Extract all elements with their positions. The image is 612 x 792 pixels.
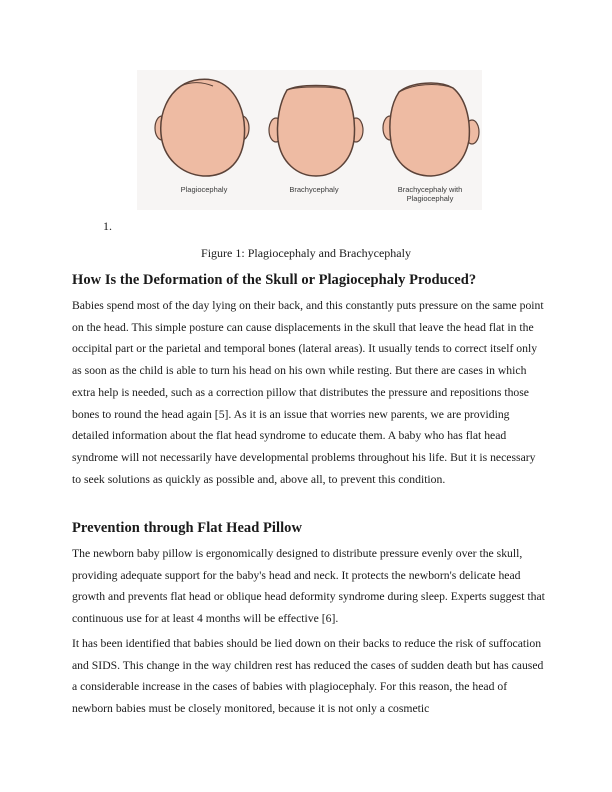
plagiocephaly-label: Plagiocephaly (180, 185, 228, 194)
paragraph-deformation: Babies spend most of the day lying on their back, and this constantly puts pressure on the same point on the head. This simple posture can cause displacements in the skull that leave the head flat in the occipital part or the parietal and temporal bones (lateral areas). It usually tends to correct itself only as soon as the child is able to turn his head on his own while resting. But there are cases in which extra help is needed, such as a correction pillow that distributes the pressure and repositions those bones to round the head again [5]. As it is an issue that worries new parents, we are providing detailed information about the flat head syndrome to educate them. A baby who has flat head syndrome will not necessarily have developmental problems throughout his life. But it is necessary to seek solutions as quickly as possible and, above all, to prevent this condition. (72, 299, 544, 486)
combined-label-line1: Brachycephaly with (397, 185, 463, 194)
figure-caption: Figure 1: Plagiocephaly and Brachycephaly (201, 246, 411, 260)
skull-shapes-figure (137, 70, 482, 210)
combined-label-line2: Plagiocephaly (406, 194, 454, 203)
section-heading-prevention: Prevention through Flat Head Pillow (72, 520, 302, 536)
combined-deformity-label (385, 185, 475, 203)
paragraph-pillow: The newborn baby pillow is ergonomically designed to distribute pressure evenly over the skull, providing adequate support for the baby's head and neck. It protects the newborn's delicate head growth and prevents flat head or oblique head deformity syndrome during sleep. Experts suggest that continuous use for at least 4 months will be effective [6]. (72, 547, 545, 626)
list-number: 1. (103, 219, 112, 233)
brachycephaly-label: Brachycephaly (289, 185, 339, 194)
section-heading-deformation: How Is the Deformation of the Skull or Plagiocephaly Produced? (72, 272, 477, 288)
paragraph-back-sleeping: It has been identified that babies should be lied down on their backs to reduce the risk of suffocation and SIDS. This change in the way children rest has reduced the cases of sudden death but has caused a considerable increase in the cases of babies with plagiocephaly. For this reason, the head of newborn babies must be closely monitored, because it is not only a cosmetic (72, 637, 544, 716)
